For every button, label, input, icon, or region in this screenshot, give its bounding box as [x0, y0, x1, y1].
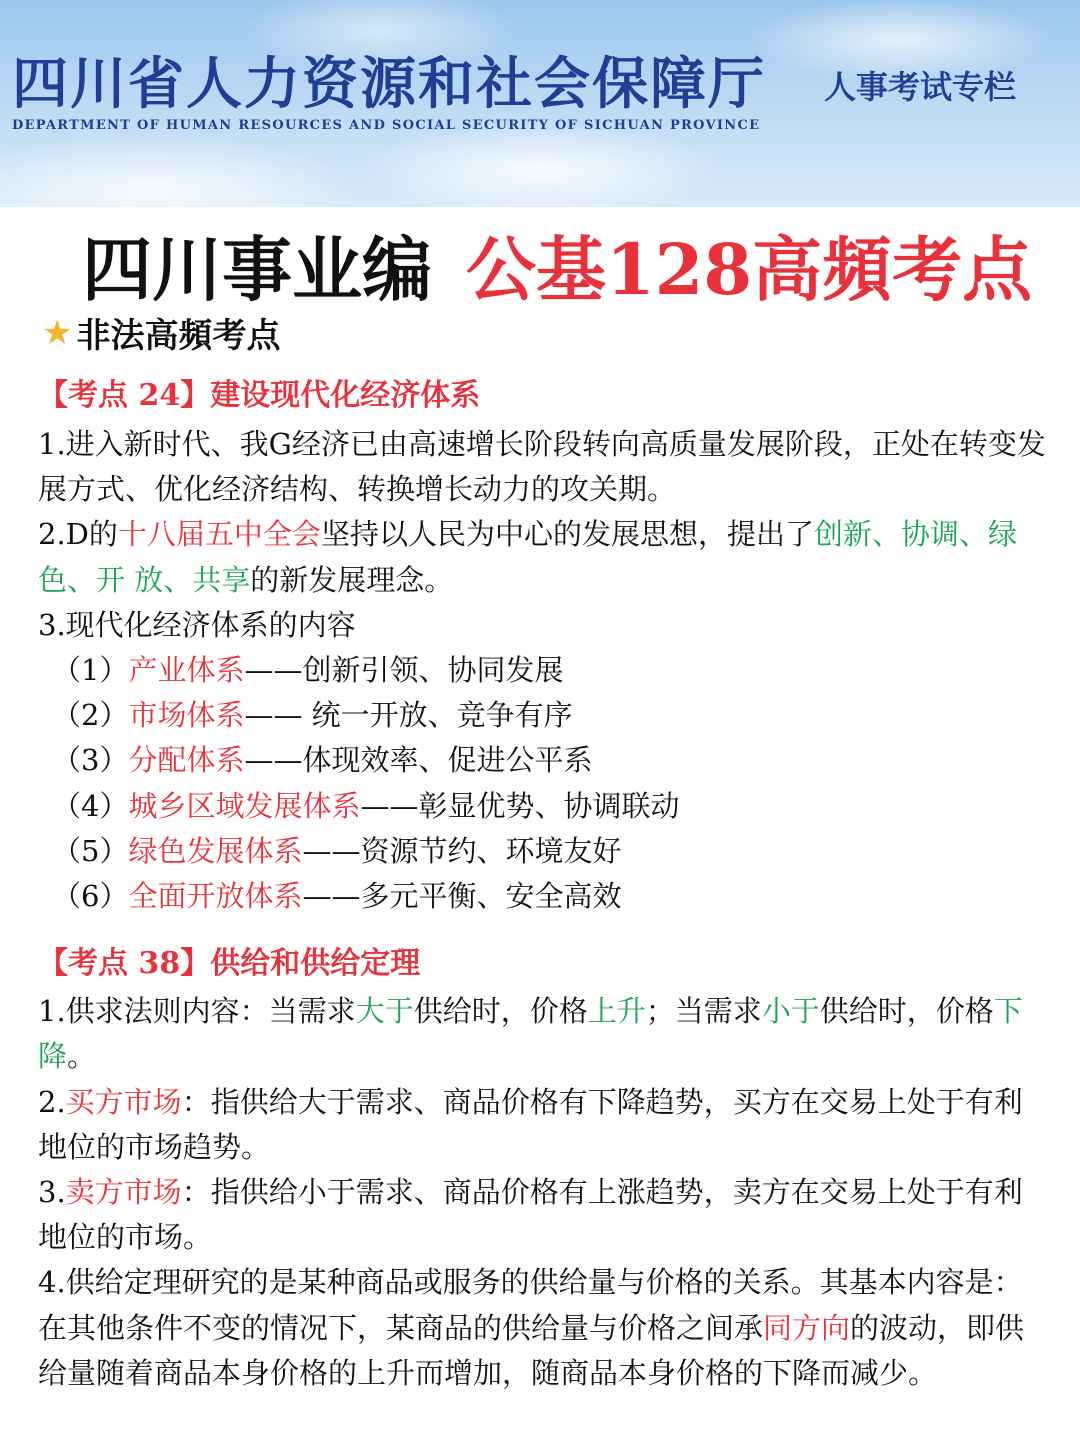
item-term: 全面开放体系	[128, 879, 303, 914]
item-desc: ——创新引领、协同发展	[244, 653, 564, 688]
section2-paragraph1	[38, 989, 1048, 1079]
text-span: 供给时，价格	[413, 994, 588, 1029]
item-desc: ——彰显优势、协调联动	[360, 788, 680, 823]
section1-paragraph1: 1.进入新时代、我G经济已由高速增长阶段转向高质量发展阶段，正处在转变发展方式、优化经济结构、转换增长动力的攻关期。	[38, 427, 1046, 507]
text-span: 2.	[38, 1084, 66, 1119]
text-span: 3.	[38, 1175, 66, 1210]
section2-paragraph3	[38, 1170, 1048, 1260]
section1-paragraph3: 3.现代化经济体系的内容	[38, 607, 356, 642]
highlight-green: 大于	[355, 994, 414, 1029]
item-number: （3）	[52, 743, 129, 778]
highlight-red: 买方市场	[65, 1084, 182, 1119]
text-span: 供给时，价格	[819, 994, 994, 1029]
article-body	[38, 370, 1048, 1396]
item-term: 分配体系	[128, 743, 245, 778]
text-span: 1.供求法则内容：当需求	[38, 994, 356, 1029]
item-number: （6）	[52, 879, 129, 914]
list-item	[38, 648, 1048, 693]
section2-paragraph2	[38, 1080, 1048, 1170]
highlight-green: 小于	[761, 994, 820, 1029]
text-span: 。	[67, 1039, 97, 1074]
text-span: ；当需求	[645, 994, 762, 1029]
item-desc: ——多元平衡、安全高效	[302, 879, 622, 914]
list-item	[38, 784, 1048, 829]
section1-title: 【考点 24】建设现代化经济体系	[38, 378, 481, 414]
section-tag-label: 非法高頻考点	[76, 316, 281, 356]
banner-column-label: 人事考试专栏	[824, 68, 1017, 106]
star-icon: ★	[42, 312, 73, 353]
text-span: 2.D的	[38, 517, 118, 552]
section2-paragraph4	[38, 1260, 1048, 1396]
text-span: 的波动，即供给量随着商品本身价格的上升而增加，随商品本身价格的下降而减少。	[38, 1310, 1025, 1390]
section-tag	[42, 308, 280, 357]
page-title-part2: 公基128高頻考点	[466, 228, 1033, 311]
highlight-red: 卖方市场	[65, 1175, 182, 1210]
item-term: 产业体系	[128, 653, 245, 688]
item-term: 市场体系	[128, 698, 245, 733]
text-span: 的新发展理念。	[250, 562, 454, 597]
page-title	[82, 228, 1032, 312]
item-term: 城乡区域发展体系	[128, 788, 361, 823]
item-number: （5）	[52, 833, 129, 868]
highlight-green: 创新、协调、绿色、开 放、共享	[38, 517, 1017, 597]
text-span: ：指供给大于需求、商品价格有下降趋势，买方在交易上处于有利地位的市场趋势。	[38, 1084, 1023, 1164]
highlight-red: 同方向	[763, 1310, 851, 1345]
list-item	[38, 829, 1048, 874]
banner-title: 四川省人力资源和社会保障厅	[12, 52, 766, 117]
text-span: ：指供给小于需求、商品价格有上涨趋势，卖方在交易上处于有利地位的市场。	[38, 1175, 1023, 1255]
item-desc: ——资源节约、环境友好	[302, 833, 622, 868]
highlight-green: 下降	[38, 994, 1023, 1074]
item-desc: ——体现效率、促进公平系	[244, 743, 593, 778]
section2-title: 【考点 38】供给和供给定理	[38, 945, 421, 981]
highlight-green: 上升	[587, 994, 646, 1029]
item-number: （1）	[52, 653, 129, 688]
item-desc: —— 统一开放、竞争有序	[244, 698, 573, 733]
section-gap	[38, 919, 1048, 937]
highlight-red: 十八届五中全会	[117, 517, 321, 552]
text-span: 4.供给定理研究的是某种商品或服务的供给量与价格的关系。其基本内容是：在其他条件不变的情况下，某商品的供给量与价格之间承	[38, 1265, 1023, 1345]
item-number: （2）	[52, 698, 129, 733]
list-item	[38, 693, 1048, 738]
page-title-part1: 四川事业编	[82, 228, 432, 311]
section1-paragraph2	[38, 512, 1048, 602]
header-banner	[0, 0, 1080, 207]
banner-subtitle: DEPARTMENT OF HUMAN RESOURCES AND SOCIAL SECURITY OF SICHUAN PROVINCE	[12, 118, 761, 133]
list-item	[38, 738, 1048, 783]
item-number: （4）	[52, 788, 129, 823]
list-item	[38, 874, 1048, 919]
text-span: 坚持以人民为中心的发展思想，提出了	[320, 517, 814, 552]
item-term: 绿色发展体系	[128, 833, 303, 868]
